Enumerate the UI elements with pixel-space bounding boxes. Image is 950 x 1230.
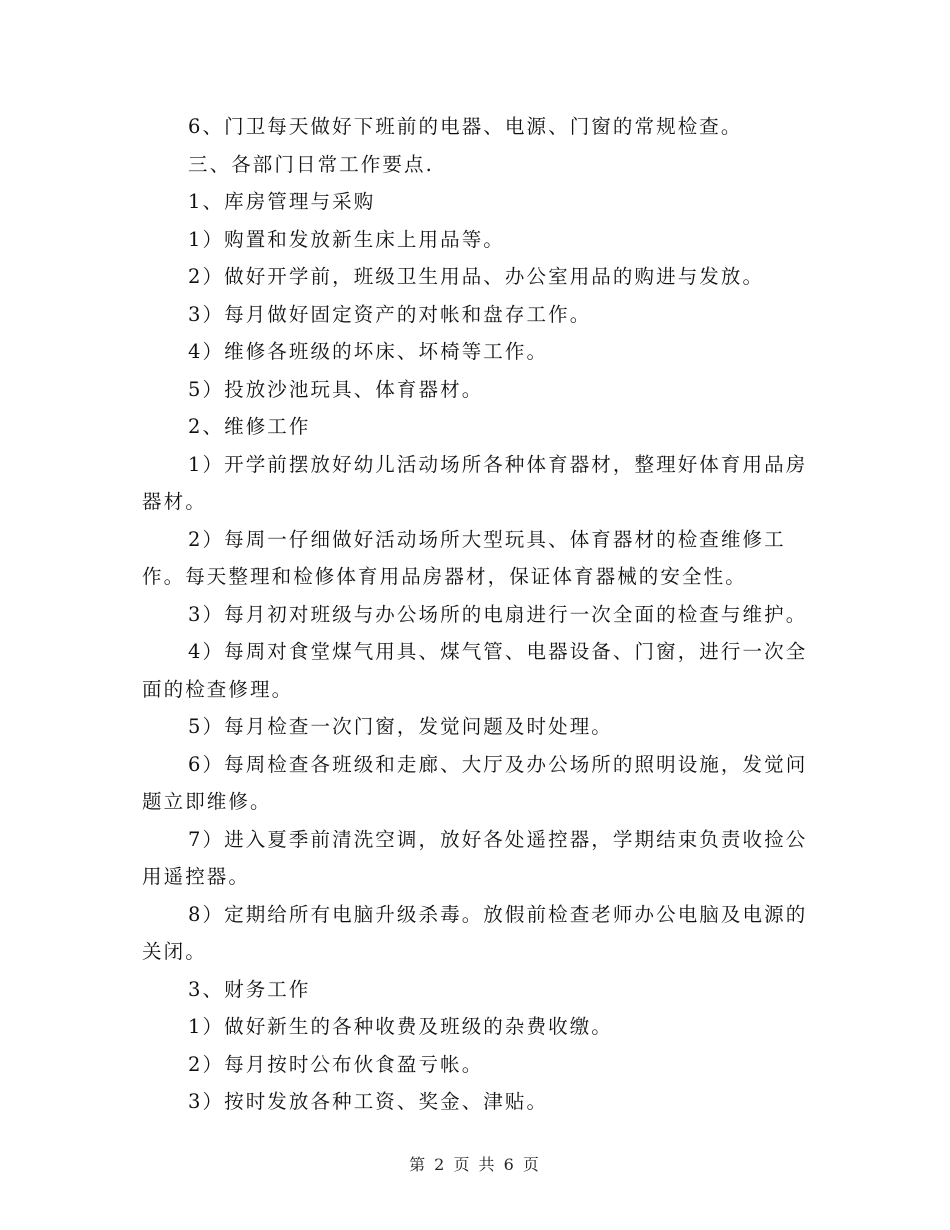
list-item: 5）投放沙池玩具、体育器材。 — [188, 377, 484, 401]
paragraph: 6、门卫每天做好下班前的电器、电源、门窗的常规检查。 — [188, 115, 743, 138]
document-body — [142, 108, 822, 1121]
page-number: 第 2 页 共 6 页 — [409, 1155, 541, 1174]
list-item: 2）每月按时公布伙食盈亏帐。 — [188, 1052, 484, 1076]
subsection-heading: 3、财务工作 — [188, 977, 311, 1001]
list-item: 5）每月检查一次门窗，发觉问题及时处理。 — [188, 715, 613, 738]
list-item: 8）定期给所有电脑升级杀毒。放假前检查老师办公电脑及电源的关闭。 — [142, 902, 808, 963]
subsection-heading: 2、维修工作 — [188, 415, 311, 438]
list-item: 4）每周对食堂煤气用具、煤气管、电器设备、门窗，进行一次全面的检查修理。 — [142, 640, 808, 701]
list-item: 1）开学前摆放好幼儿活动场所各种体育器材，整理好体育用品房器材。 — [142, 452, 808, 513]
list-item: 3）按时发放各种工资、奖金、津贴。 — [188, 1090, 549, 1113]
list-item: 3）每月初对班级与办公场所的电扇进行一次全面的检查与维护。 — [188, 602, 808, 626]
list-item: 2）每周一仔细做好活动场所大型玩具、体育器材的检查维修工作。每天整理和检修体育用品房器材，保证体育器械的安全性。 — [142, 527, 786, 588]
list-item: 4）维修各班级的坏床、坏椅等工作。 — [188, 340, 549, 363]
subsection-heading: 1、库房管理与采购 — [188, 190, 376, 213]
list-item: 7）进入夏季前清洗空调，放好各处遥控器，学期结束负责收捡公用遥控器。 — [142, 827, 808, 888]
list-item: 2）做好开学前，班级卫生用品、办公室用品的购进与发放。 — [188, 265, 765, 288]
list-item: 1）做好新生的各种收费及班级的杂费收缴。 — [188, 1015, 613, 1038]
list-item: 3）每月做好固定资产的对帐和盘存工作。 — [188, 302, 592, 326]
list-item: 1）购置和发放新生床上用品等。 — [188, 227, 505, 251]
list-item: 6）每周检查各班级和走廊、大厅及办公场所的照明设施，发觉问题立即维修。 — [142, 752, 808, 813]
section-heading: 三、各部门日常工作要点. — [188, 152, 434, 176]
